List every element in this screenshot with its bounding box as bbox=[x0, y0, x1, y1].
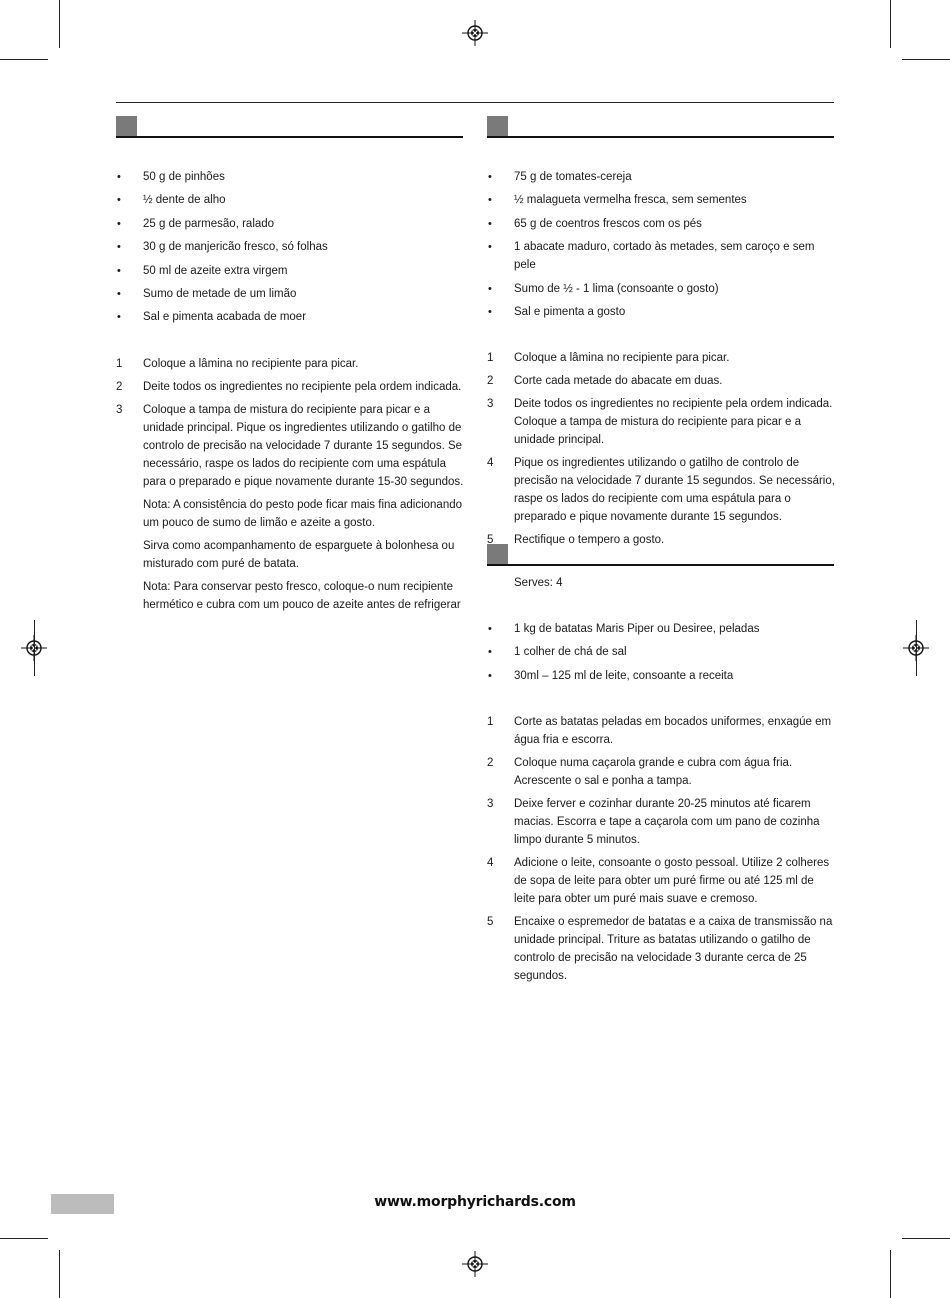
crop-mark-top-right-h bbox=[902, 59, 950, 60]
list-item: • 50 g de pinhões bbox=[116, 168, 464, 186]
bullet-icon: • bbox=[488, 241, 492, 254]
step-item: 5 Rectifique o tempero a gosto. bbox=[487, 531, 835, 549]
pesto-column bbox=[116, 168, 464, 619]
bullet-icon: • bbox=[488, 217, 492, 230]
crop-mark-bottom-left-h bbox=[0, 1238, 48, 1239]
guacamole-column bbox=[487, 168, 835, 554]
mash-ingredients bbox=[487, 620, 835, 685]
step-item: 3 Deite todos os ingredientes no recipiente pela ordem indicada. Coloque a tampa de mistura do recipiente para picar e a unidade principal. bbox=[487, 395, 835, 449]
crop-mark-top-right-v bbox=[890, 0, 891, 48]
bullet-icon: • bbox=[488, 669, 492, 682]
step-item: 3 Coloque a tampa de mistura do recipiente para picar e a unidade principal. Pique os ingredientes utilizando o gatilho de controlo de precisão na velocidade 7 durante 15 segundos. Se necessário, raspe os lados do recipiente com uma espátula para o preparado e pique novamente durante 15-30 segundos. bbox=[116, 401, 464, 491]
list-item: • Sal e pimenta acabada de moer bbox=[116, 308, 464, 326]
note-consistency: Nota: A consistência do pesto pode ficar mais fina adicionando um pouco de sumo de limão e azeite a gosto. bbox=[143, 498, 463, 529]
crop-mark-bottom-right-h bbox=[902, 1238, 950, 1239]
crop-mark-bottom-right-v bbox=[890, 1250, 891, 1298]
bullet-icon: • bbox=[117, 311, 121, 324]
step-item: 4 Adicione o leite, consoante o gosto pessoal. Utilize 2 colheres de sopa de leite para obter um puré firme ou até 125 ml de leite para obter um puré mais suave e cremoso. bbox=[487, 854, 835, 908]
bullet-icon: • bbox=[117, 287, 121, 300]
step-number: 5 bbox=[487, 534, 494, 547]
bullet-icon: • bbox=[117, 217, 121, 230]
list-item: • Sumo de ½ - 1 lima (consoante o gosto) bbox=[487, 280, 835, 298]
step-number: 2 bbox=[116, 380, 123, 393]
registration-mark-icon bbox=[462, 1251, 488, 1277]
mash-steps bbox=[487, 713, 835, 985]
step-number: 4 bbox=[487, 457, 494, 470]
header-rule bbox=[116, 102, 834, 103]
list-item: • 50 ml de azeite extra virgem bbox=[116, 262, 464, 280]
bullet-icon: • bbox=[117, 241, 121, 254]
note-serving: Sirva como acompanhamento de esparguete à bolonhesa ou misturado com puré de batata. bbox=[143, 539, 455, 570]
step-item: 4 Pique os ingredientes utilizando o gatilho de controlo de precisão na velocidade 7 durante 15 segundos. Se necessário, raspe os lados do recipiente com uma espátula para o preparado e pique novamente durante 15 segundos. bbox=[487, 454, 835, 526]
list-item: • 30 g de manjericão fresco, só folhas bbox=[116, 238, 464, 256]
list-item: • ½ malagueta vermelha fresca, sem sementes bbox=[487, 191, 835, 209]
step-number: 2 bbox=[487, 757, 494, 770]
bullet-icon: • bbox=[117, 264, 121, 277]
step-number: 5 bbox=[487, 916, 494, 929]
step-number: 4 bbox=[487, 857, 494, 870]
step-number: 2 bbox=[487, 375, 494, 388]
guacamole-steps bbox=[487, 349, 835, 549]
list-item: • 25 g de parmesão, ralado bbox=[116, 215, 464, 233]
list-item: • Sal e pimenta a gosto bbox=[487, 303, 835, 321]
list-item: • ½ dente de alho bbox=[116, 191, 464, 209]
list-item: • 65 g de coentros frescos com os pés bbox=[487, 215, 835, 233]
step-number: 3 bbox=[487, 398, 494, 411]
bullet-icon: • bbox=[117, 171, 121, 183]
mash-column bbox=[487, 574, 835, 990]
page-number-bar bbox=[51, 1194, 114, 1214]
step-number: 1 bbox=[487, 352, 494, 365]
list-item: • Sumo de metade de um limão bbox=[116, 285, 464, 303]
bullet-icon: • bbox=[488, 623, 492, 635]
step-number: 1 bbox=[116, 357, 123, 370]
serves-label: Serves: 4 bbox=[514, 577, 563, 589]
crop-mark-mid-right-v bbox=[916, 620, 917, 676]
footer-url[interactable]: www.morphyrichards.com bbox=[374, 1194, 576, 1210]
pesto-steps bbox=[116, 355, 464, 614]
section-header-guacamole bbox=[487, 116, 834, 138]
step-number: 3 bbox=[487, 798, 494, 811]
step-item: 1 Coloque a lâmina no recipiente para picar. bbox=[487, 349, 835, 367]
bullet-icon: • bbox=[488, 282, 492, 295]
step-number: 3 bbox=[116, 403, 123, 416]
crop-mark-mid-left-v bbox=[34, 620, 35, 676]
step-item: 2 Corte cada metade do abacate em duas. bbox=[487, 372, 835, 390]
list-item: • 30ml – 125 ml de leite, consoante a receita bbox=[487, 667, 835, 685]
registration-mark-icon bbox=[462, 20, 488, 46]
section-header-pesto bbox=[116, 116, 463, 138]
bullet-icon: • bbox=[488, 194, 492, 207]
bullet-icon: • bbox=[488, 646, 492, 659]
step-item: 5 Encaixe o espremedor de batatas e a caixa de transmissão na unidade principal. Triture as batatas utilizando o gatilho de controlo de precisão na velocidade 3 durante cerca de 25 segundos. bbox=[487, 913, 835, 985]
bullet-icon: • bbox=[488, 171, 492, 183]
step-item: 1 Coloque a lâmina no recipiente para picar. bbox=[116, 355, 464, 373]
step-item: 2 Deite todos os ingredientes no recipiente pela ordem indicada. bbox=[116, 378, 464, 396]
guacamole-ingredients bbox=[487, 168, 835, 321]
step-item: 1 Corte as batatas peladas em bocados uniformes, enxagúe em água fria e escorra. bbox=[487, 713, 835, 749]
list-item: • 1 abacate maduro, cortado às metades, sem caroço e sem pele bbox=[487, 238, 835, 274]
pesto-ingredients bbox=[116, 168, 464, 326]
section-tab bbox=[487, 116, 508, 136]
crop-mark-top-left-v bbox=[59, 0, 60, 48]
bullet-icon: • bbox=[117, 194, 121, 207]
crop-mark-bottom-left-v bbox=[59, 1250, 60, 1298]
list-item: • 75 g de tomates-cereja bbox=[487, 168, 835, 186]
bullet-icon: • bbox=[488, 305, 492, 318]
list-item: • 1 kg de batatas Maris Piper ou Desiree, peladas bbox=[487, 620, 835, 638]
step-item: 3 Deixe ferver e cozinhar durante 20-25 minutos até ficarem macias. Escorra e tape a caçarola com um pano de cozinha limpo durante 5 minutos. bbox=[487, 795, 835, 849]
note-storage: Nota: Para conservar pesto fresco, coloque-o num recipiente hermético e cubra com um pouco de azeite antes de refrigerar bbox=[143, 580, 461, 611]
step-number: 1 bbox=[487, 716, 494, 729]
list-item: • 1 colher de chá de sal bbox=[487, 643, 835, 661]
section-tab bbox=[116, 116, 137, 136]
crop-mark-top-left-h bbox=[0, 59, 48, 60]
step-item: 2 Coloque numa caçarola grande e cubra com água fria. Acrescente o sal e ponha a tampa. bbox=[487, 754, 835, 790]
